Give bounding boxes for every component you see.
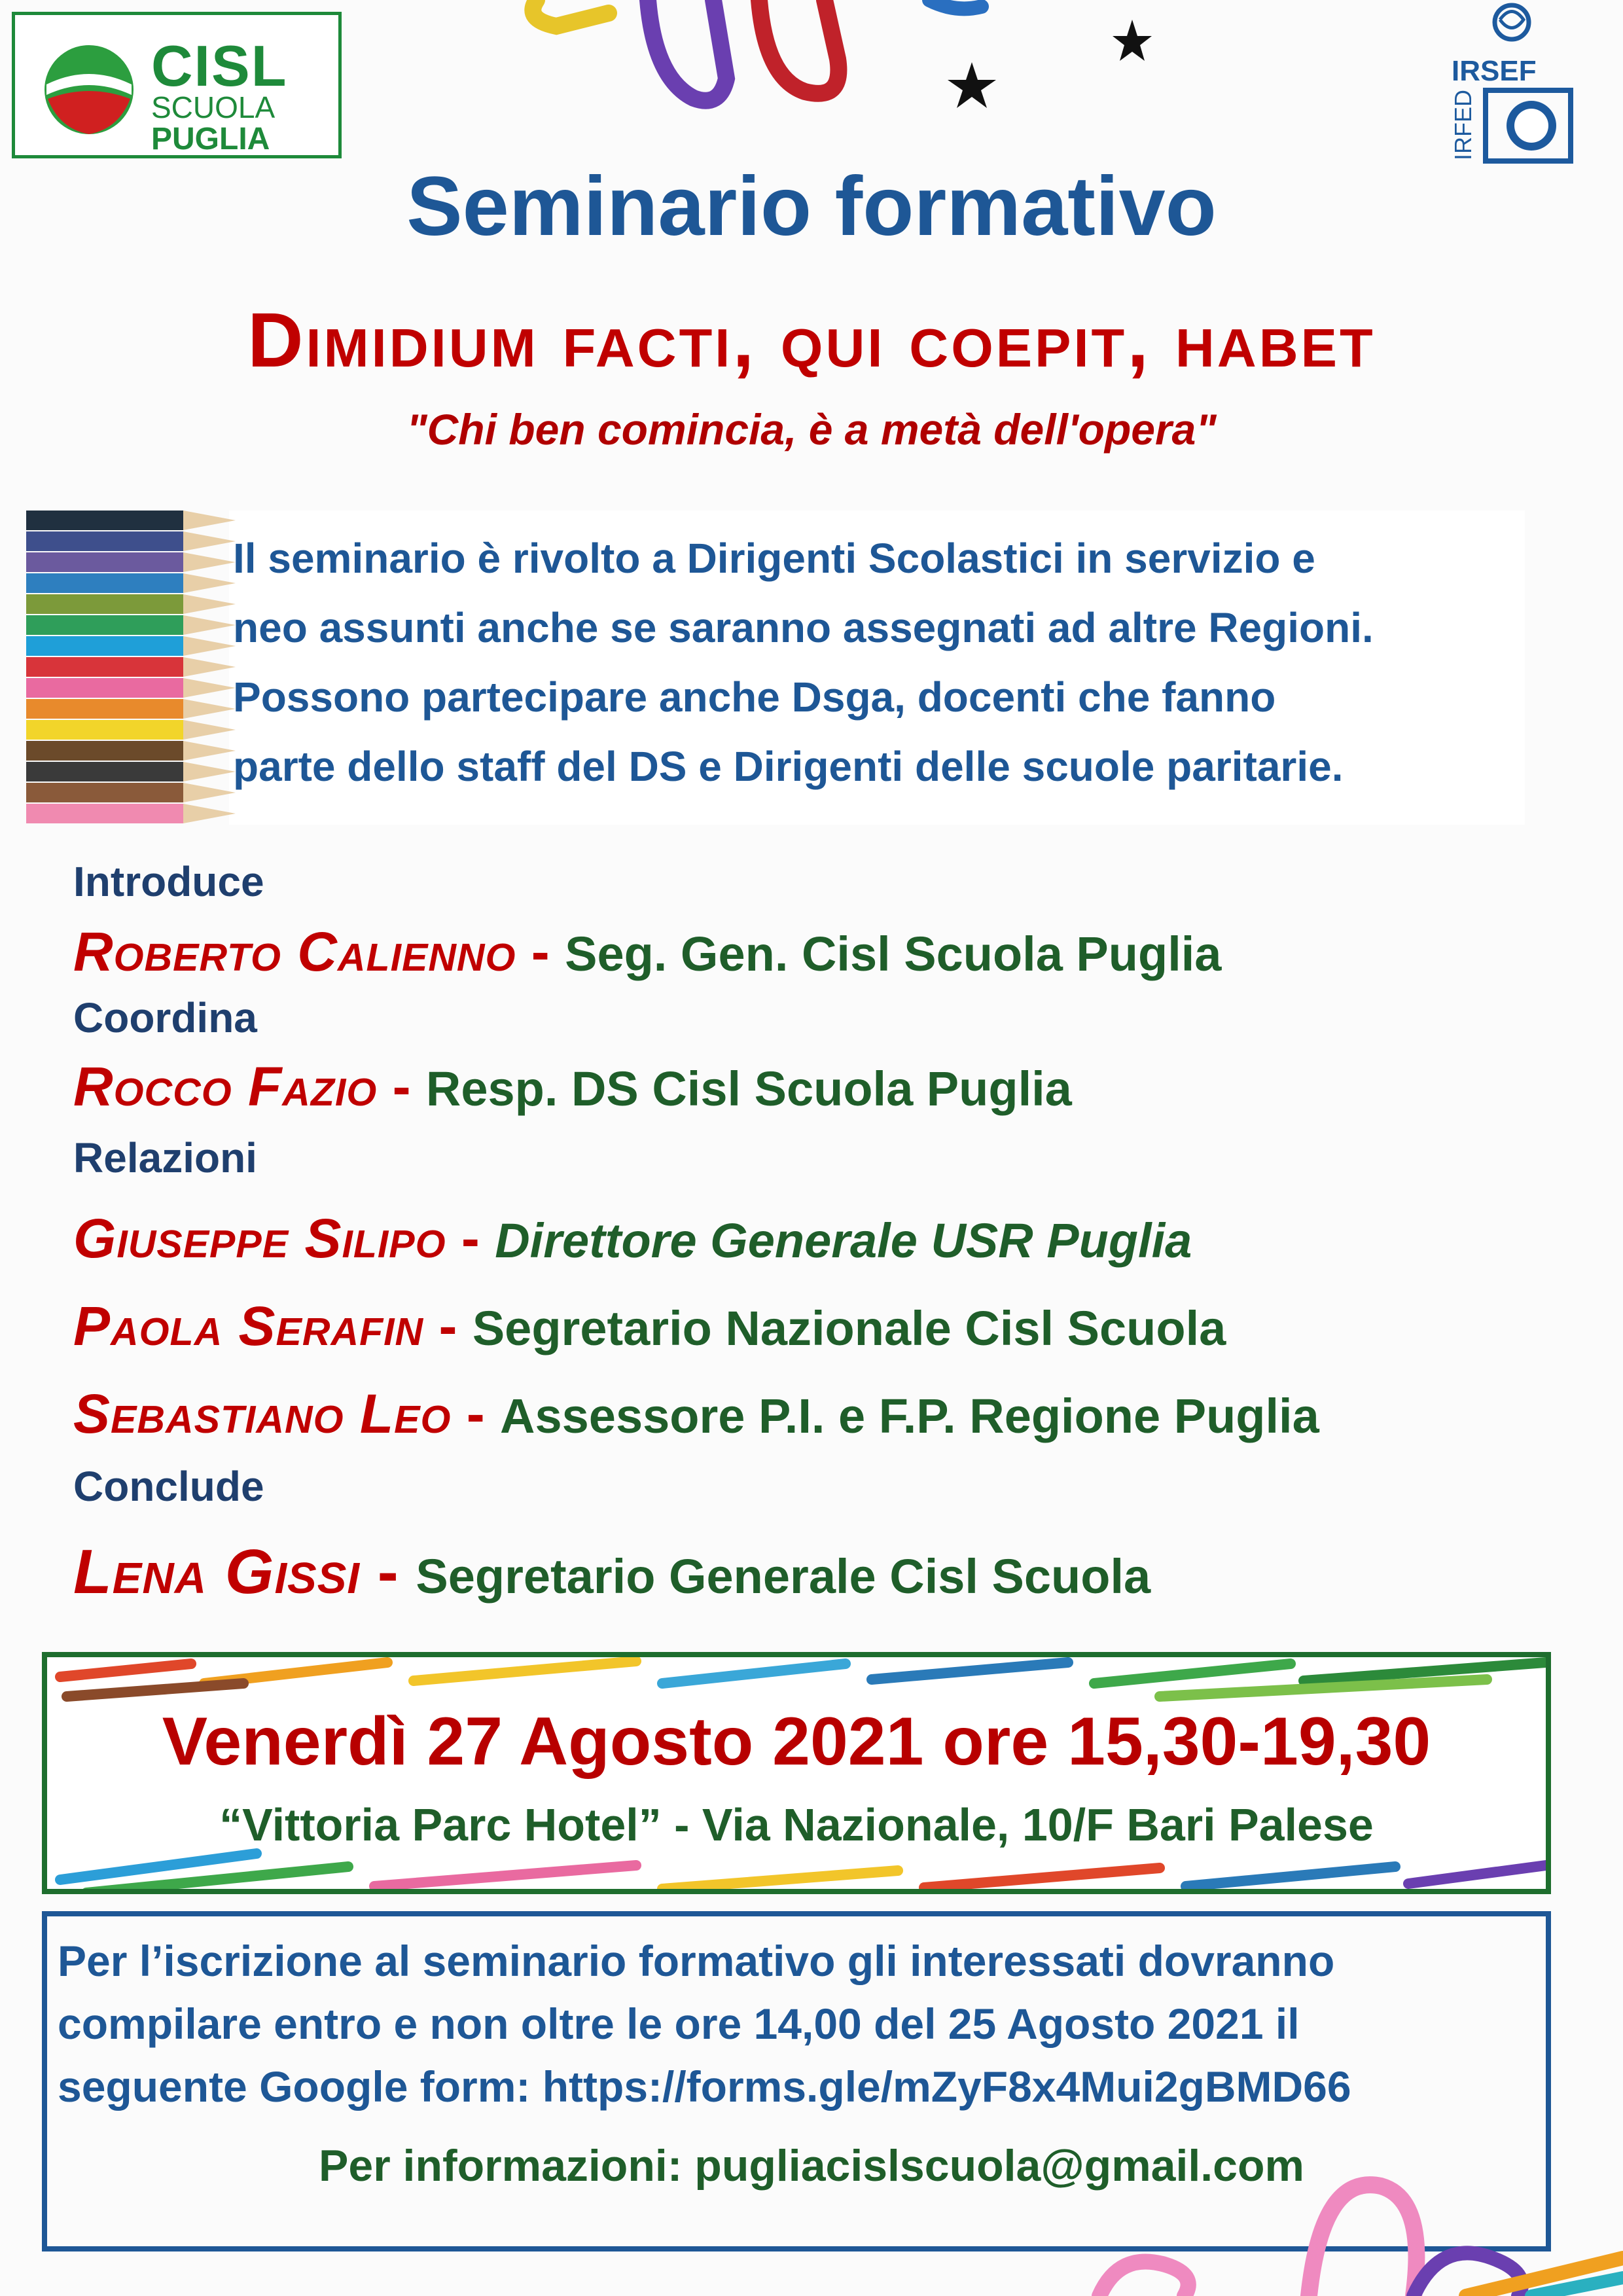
logo-text-irfed: IRFED <box>1450 90 1476 160</box>
speaker-name: Lena Gissi <box>73 1537 361 1607</box>
speaker-row <box>73 1383 1319 1444</box>
speaker-title: Segretario Generale Cisl Scuola <box>416 1549 1151 1604</box>
colored-pencils-icon <box>26 511 249 827</box>
speaker-title: Direttore Generale USR Puglia <box>495 1213 1192 1268</box>
speaker-separator: - <box>516 921 565 982</box>
event-venue: “Vittoria Parc Hotel” - Via Nazionale, 10/F Bari Palese <box>219 1799 1374 1850</box>
event-box <box>42 1652 1551 1894</box>
cisl-logo-icon <box>40 44 138 135</box>
speaker-separator: - <box>377 1056 426 1117</box>
registration-line: compilare entro e non oltre le ore 14,00 del 25 Agosto 2021 il <box>58 2000 1300 2048</box>
speaker-row <box>73 1056 1072 1117</box>
role-conclude: Conclude <box>73 1463 264 1510</box>
italian-quote: "Chi ben comincia, è a metà dell'opera" <box>406 405 1217 454</box>
speaker-title: Resp. DS Cisl Scuola Puglia <box>425 1062 1072 1116</box>
speaker-row <box>73 1537 1151 1607</box>
page-title: Seminario formativo <box>406 160 1217 253</box>
speaker-title: Assessore P.I. e F.P. Regione Puglia <box>500 1389 1319 1443</box>
speaker-name: Paola Serafin <box>73 1295 424 1357</box>
speaker-separator: - <box>451 1383 501 1444</box>
paper-clips-top-decoration <box>497 0 1152 137</box>
role-introduce: Introduce <box>73 858 264 905</box>
speaker-title: Seg. Gen. Cisl Scuola Puglia <box>565 927 1222 981</box>
registration-line: Per l’iscrizione al seminario formativo gli interessati dovranno <box>58 1937 1335 1985</box>
event-date: Venerdì 27 Agosto 2021 ore 15,30-19,30 <box>162 1704 1431 1780</box>
logo-text-puglia: PUGLIA <box>151 122 270 156</box>
intro-line: Possono partecipare anche Dsga, docenti che fanno <box>233 673 1276 721</box>
role-relazioni: Relazioni <box>73 1134 257 1181</box>
logo-text-cisl: CISL <box>151 33 288 98</box>
role-coordina: Coordina <box>73 994 257 1041</box>
info-email[interactable]: Per informazioni: pugliacislscuola@gmail.com <box>319 2141 1304 2191</box>
intro-line: neo assunti anche se saranno assegnati ad altre Regioni. <box>233 604 1374 651</box>
cisl-scuola-puglia-logo <box>12 12 342 158</box>
logo-text-irsef: IRSEF <box>1452 55 1537 87</box>
intro-line: Il seminario è rivolto a Dirigenti Scolastici in servizio e <box>233 535 1315 582</box>
speaker-row <box>73 1295 1226 1357</box>
speaker-name: Rocco Fazio <box>73 1056 378 1117</box>
speaker-name: Sebastiano Leo <box>73 1383 452 1444</box>
speaker-row <box>73 1208 1192 1269</box>
paper-clips-bottom-decoration <box>1073 2160 1623 2296</box>
speaker-separator: - <box>423 1295 473 1357</box>
speaker-separator: - <box>360 1537 416 1607</box>
intro-paragraph <box>233 524 1516 801</box>
speaker-name: Roberto Calienno <box>73 921 516 982</box>
logo-text-scuola: SCUOLA <box>151 90 276 124</box>
latin-motto: Dimidium facti, qui coepit, habet <box>247 297 1376 384</box>
speaker-title: Segretario Nazionale Cisl Scuola <box>472 1301 1226 1355</box>
registration-line[interactable]: seguente Google form: https://forms.gle/mZyF8x4Mui2gBMD66 <box>58 2062 1351 2111</box>
speaker-name: Giuseppe Silipo <box>73 1208 446 1269</box>
speaker-row <box>73 921 1222 982</box>
star-icon <box>1113 20 1152 61</box>
speaker-separator: - <box>446 1208 495 1269</box>
registration-text <box>58 1929 1543 2118</box>
star-icon <box>948 62 996 108</box>
intro-line: parte dello staff del DS e Dirigenti delle scuole paritarie. <box>233 743 1344 790</box>
